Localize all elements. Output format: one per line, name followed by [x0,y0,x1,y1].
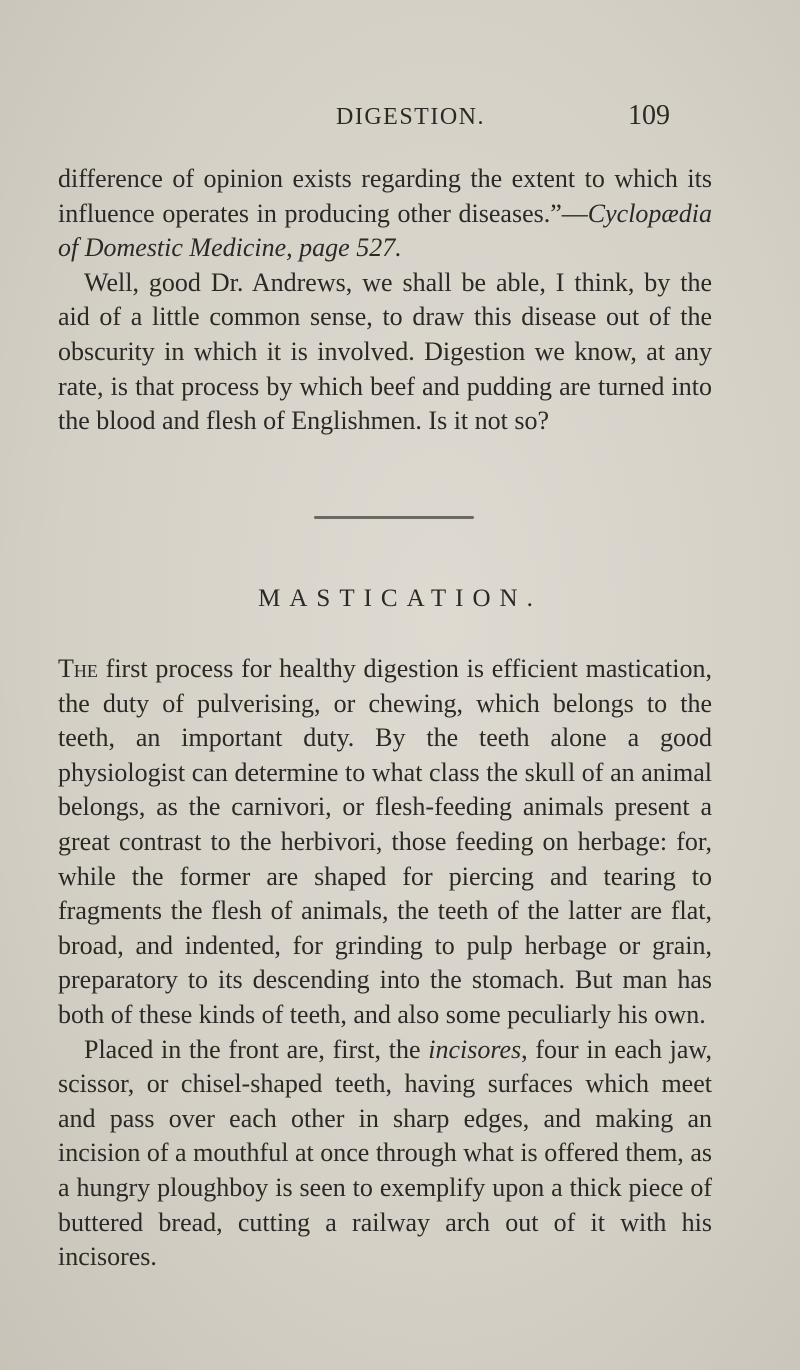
paragraph-quote-end [58,162,712,266]
paragraph-end: , four in each jaw, scissor, or chisel-shaped teeth, having surfaces which meet and pass over each other in sharp edges, and making an incision of a mouthful at once through what is offered them, as a hungry ploughboy is seen to exemplify upon a thick piece of buttered bread, cutting a railway arch out of it with his incisores. [58,1034,713,1272]
paragraph-mastication [58,652,712,1033]
section-heading: MASTICATION. [258,585,542,612]
page-header [0,100,800,140]
paragraph-body: first process for healthy digestion is efficient mastication, the duty of pulverising, or chewing, which belongs to the teeth, an important duty. By the teeth alone a good physiologist can determine to what class the skull of an animal belongs, as the carnivori, or flesh-feeding animals present a great contrast to the herbivori, those feeding on herbage: for, while the former are shaped for piercing and tearing to fragments the flesh of animals, the teeth of the latter are flat, broad, and indented, for grinding to pulp herbage or grain, preparatory to its descending into the stomach. But man has both of these kinds of teeth, and also some peculiarly his own. [58,654,712,1029]
citation: Cyclopædia of Domestic Medicine, page 527. [58,198,712,263]
text-block-digestion [58,162,712,439]
paragraph-andrews: Well, good Dr. Andrews, we shall be able, I think, by the aid of a little common sense, to draw this disease out of the obscurity in which it is involved. Digestion we know, at any rate, is that process by which beef and pudding are turned into the blood and flesh of Englishmen. Is it not so? [58,267,712,436]
page-number: 109 [628,100,670,131]
running-head: DIGESTION. [336,104,485,130]
section-divider [314,516,474,519]
paragraph-incisores [58,1033,712,1275]
term-incisores: incisores [428,1034,522,1064]
text-block-mastication [58,652,712,1275]
lead-word: The [58,654,98,683]
paragraph-start: Placed in the front are, first, the [84,1034,429,1064]
quote-text: difference of opinion exists regarding the extent to which its influence operates in producing other diseases.”— [58,164,712,228]
